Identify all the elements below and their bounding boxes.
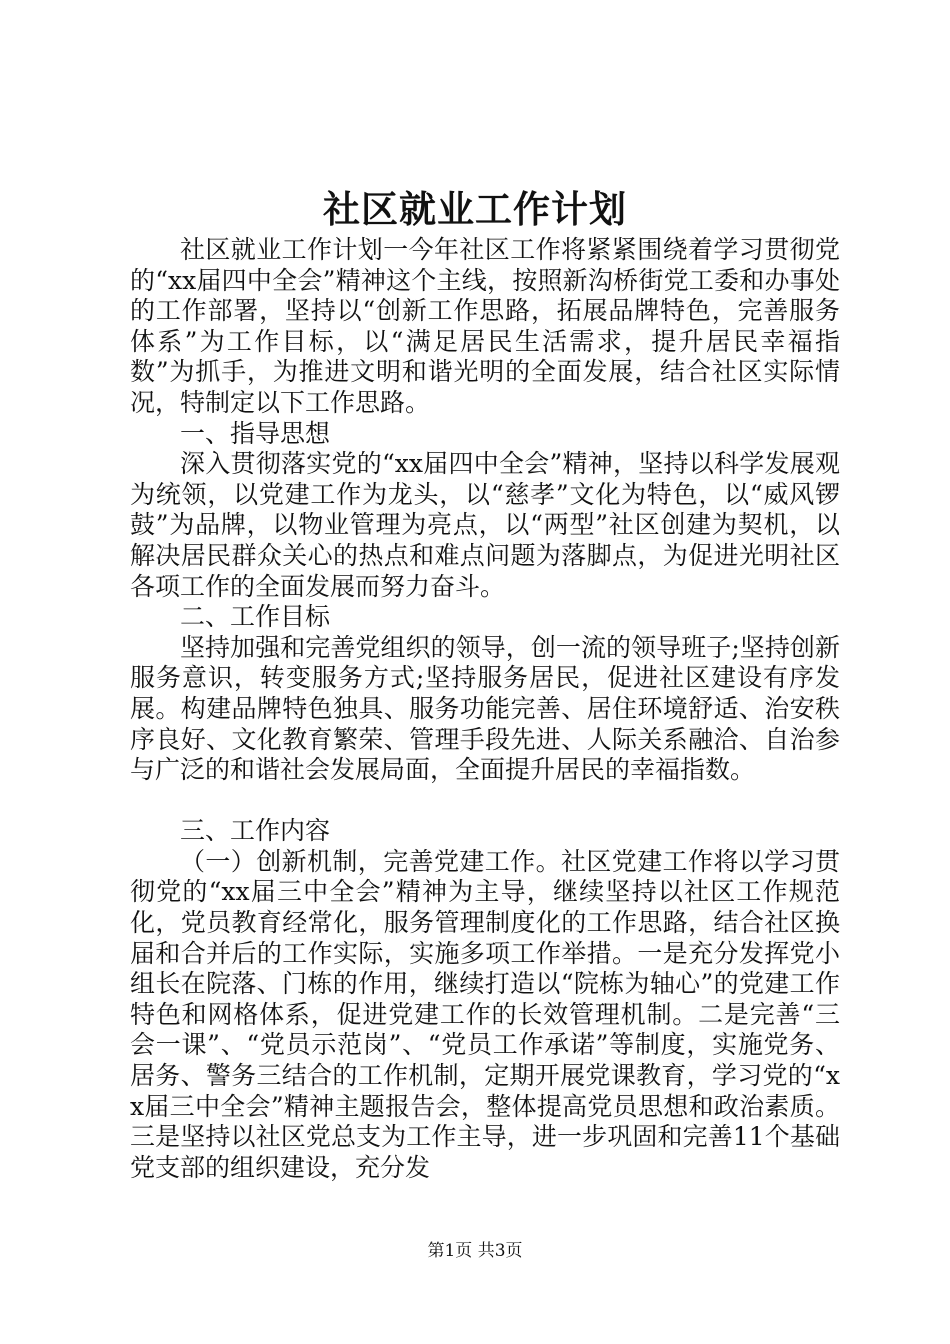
page-footer: 第1页 共3页 [427,1241,523,1261]
section-heading-guiding-ideology: 一、指导思想 [180,418,331,448]
document-body [130,235,840,1183]
document-title: 社区就业工作计划 [323,187,627,231]
section-paragraph-work-content: （一）创新机制，完善党建工作。社区党建工作将以学习贯彻党的“xx届三中全会”精神为主导，继续坚持以社区工作规范化，党员教育经常化，服务管理制度化的工作思路，结合社区换届和合并后的工作实际，实施多项工作举措。一是充分发挥党小组长在院落、门栋的作用，继续打造以“院栋为轴心”的党建工作特色和网格体系，促进党建工作的长效管理机制。二是完善“三会一课”、“党员示范岗”、“党员工作承诺”等制度，实施党务、居务、警务三结合的工作机制，定期开展党课教育，学习党的“xx届三中全会”精神主题报告会，整体提高党员思想和政治素质。三是坚持以社区党总支为工作主导，进一步巩固和完善11个基础党支部的组织建设，充分发 [130,846,840,1182]
intro-paragraph: 社区就业工作计划一今年社区工作将紧紧围绕着学习贯彻党的“xx届四中全会”精神这个主线，按照新沟桥街党工委和办事处的工作部署，坚持以“创新工作思路，拓展品牌特色，完善服务体系”为工作目标，以“满足居民生活需求，提升居民幸福指数”为抓手，为推进文明和谐光明的全面发展，结合社区实际情况，特制定以下工作思路。 [130,235,840,417]
section-paragraph-guiding-ideology: 深入贯彻落实党的“xx届四中全会”精神，坚持以科学发展观为统领，以党建工作为龙头，以“慈孝”文化为特色，以“威风锣鼓”为品牌，以物业管理为亮点，以“两型”社区创建为契机，以解决居民群众关心的热点和难点问题为落脚点，为促进光明社区各项工作的全面发展而努力奋斗。 [130,449,840,601]
blank-line [130,786,840,817]
section-paragraph-work-goals: 坚持加强和完善党组织的领导，创一流的领导班子;坚持创新服务意识，转变服务方式;坚持服务居民，促进社区建设有序发展。构建品牌特色独具、服务功能完善、居住环境舒适、治安秩序良好、文化教育繁荣、管理手段先进、人际关系融洽、自治参与广泛的和谐社会发展局面，全面提升居民的幸福指数。 [130,632,840,785]
section-heading-work-goals: 二、工作目标 [180,602,331,632]
section-heading-work-content: 三、工作内容 [180,816,331,846]
